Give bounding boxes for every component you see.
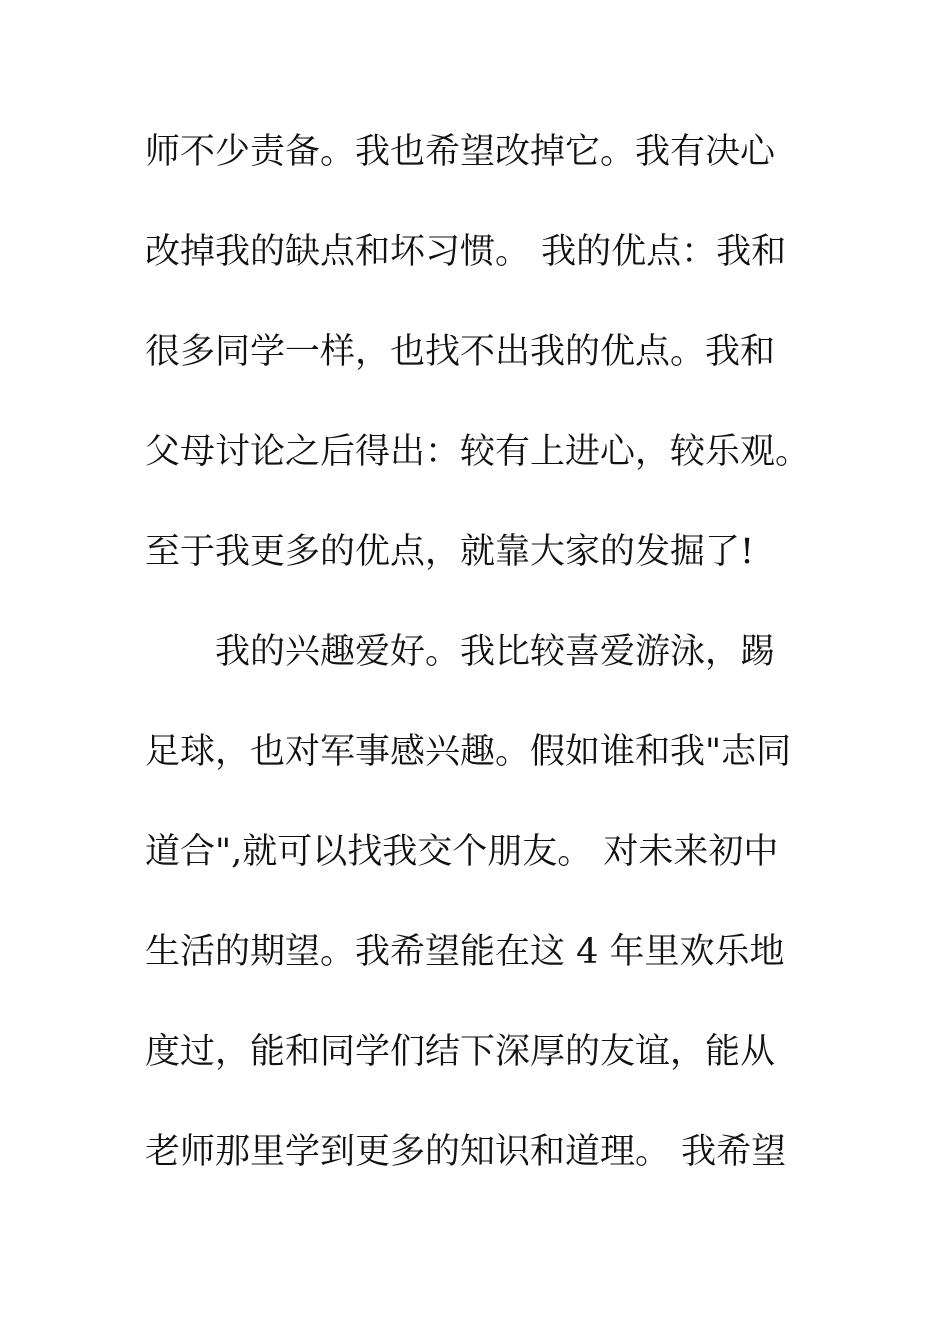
text-line: 足球，也对军事感兴趣。假如谁和我"志同 [145, 732, 792, 772]
text-line: 父母讨论之后得出：较有上进心，较乐观。 [145, 432, 811, 472]
text-line: 很多同学一样，也找不出我的优点。我和 [145, 332, 776, 372]
text-line: 我的兴趣爱好。我比较喜爱游泳，踢 [145, 632, 776, 672]
text-line: 至于我更多的优点，就靠大家的发掘了! [145, 532, 755, 572]
body-text [145, 120, 825, 1220]
text-line: 改掉我的缺点和坏习惯。 我的优点：我和 [145, 232, 787, 272]
text-line: 生活的期望。我希望能在这 4 年里欢乐地 [145, 932, 785, 972]
text-line: 师不少责备。我也希望改掉它。我有决心 [145, 132, 776, 172]
text-line: 度过，能和同学们结下深厚的友谊，能从 [145, 1032, 776, 1072]
text-line: 老师那里学到更多的知识和道理。 我希望 [145, 1132, 787, 1172]
text-line: 道合",就可以找我交个朋友。 对未来初中 [145, 832, 779, 872]
